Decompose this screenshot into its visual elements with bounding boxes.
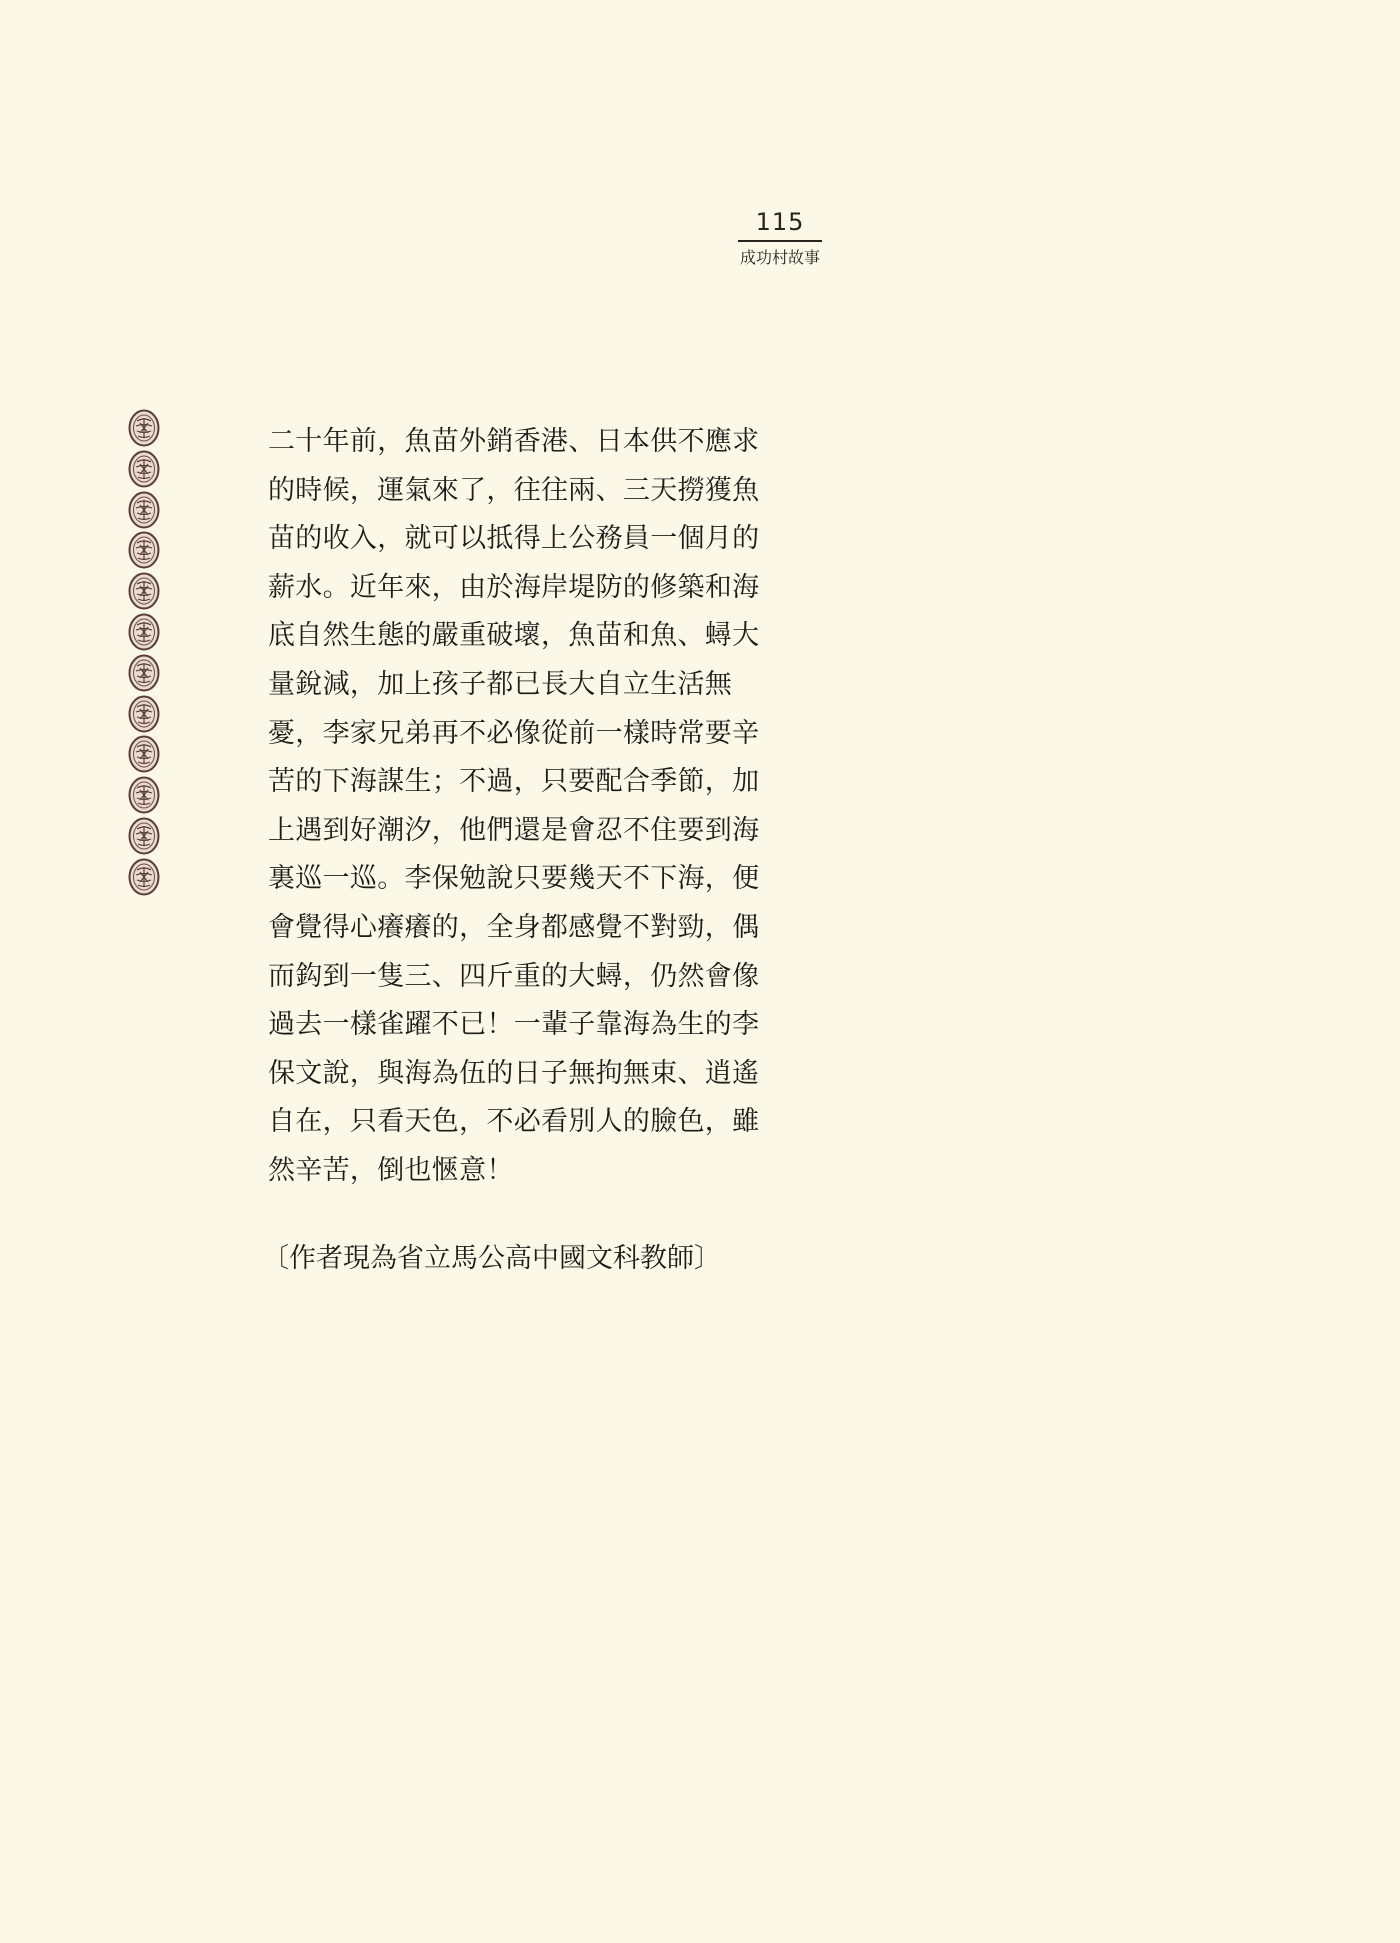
body-line: 會覺得心癢癢的，全身都感覺不對勁，偶 (268, 911, 760, 943)
seal-ornament-icon (128, 450, 160, 488)
article-body (268, 418, 760, 1196)
body-line: 上遇到好潮汐，他們還是會忍不住要到海 (268, 814, 760, 846)
body-line: 過去一樣雀躍不已！一輩子靠海為生的李 (268, 1009, 760, 1041)
seal-ornament-icon (128, 572, 160, 610)
seal-ornament-icon (128, 735, 160, 773)
body-line: 量銳減，加上孩子都已長大自立生活無 (268, 668, 733, 700)
body-line: 底自然生態的嚴重破壞，魚苗和魚、蟳大 (268, 620, 760, 652)
seal-ornament-icon (128, 531, 160, 569)
body-line: 然辛苦，倒也愜意！ (268, 1154, 514, 1186)
page-header (738, 208, 822, 268)
decorative-seal-column (126, 409, 162, 899)
seal-ornament-icon (128, 491, 160, 529)
body-line: 薪水。近年來，由於海岸堤防的修築和海 (268, 571, 760, 603)
body-line: 自在，只看天色，不必看別人的臉色，雖 (268, 1106, 760, 1138)
seal-ornament-icon (128, 409, 160, 447)
seal-ornament-icon (128, 695, 160, 733)
header-rule (738, 240, 822, 242)
body-line: 苦的下海謀生；不過，只要配合季節，加 (268, 766, 760, 798)
body-line: 的時候，運氣來了，往往兩、三天撈獲魚 (268, 474, 760, 506)
seal-ornament-icon (128, 858, 160, 896)
book-title: 成功村故事 (739, 248, 820, 267)
seal-ornament-icon (128, 776, 160, 814)
body-line: 裏巡一巡。李保勉說只要幾天不下海，便 (268, 863, 760, 895)
seal-ornament-icon (128, 613, 160, 651)
body-line: 而鈎到一隻三、四斤重的大蟳，仍然會像 (268, 960, 760, 992)
body-line: 二十年前，魚苗外銷香港、日本供不應求 (268, 426, 760, 457)
body-line: 保文說，與海為伍的日子無拘無束、逍遙 (268, 1057, 760, 1089)
page-number: 115 (755, 208, 805, 236)
seal-ornament-icon (128, 817, 160, 855)
body-line: 憂，李家兄弟再不必像從前一樣時常要辛 (268, 717, 760, 749)
seal-ornament-icon (128, 654, 160, 692)
author-note: 〔作者現為省立馬公高中國文科教師〕 (262, 1243, 721, 1274)
body-line: 苗的收入，就可以抵得上公務員一個月的 (268, 523, 760, 555)
